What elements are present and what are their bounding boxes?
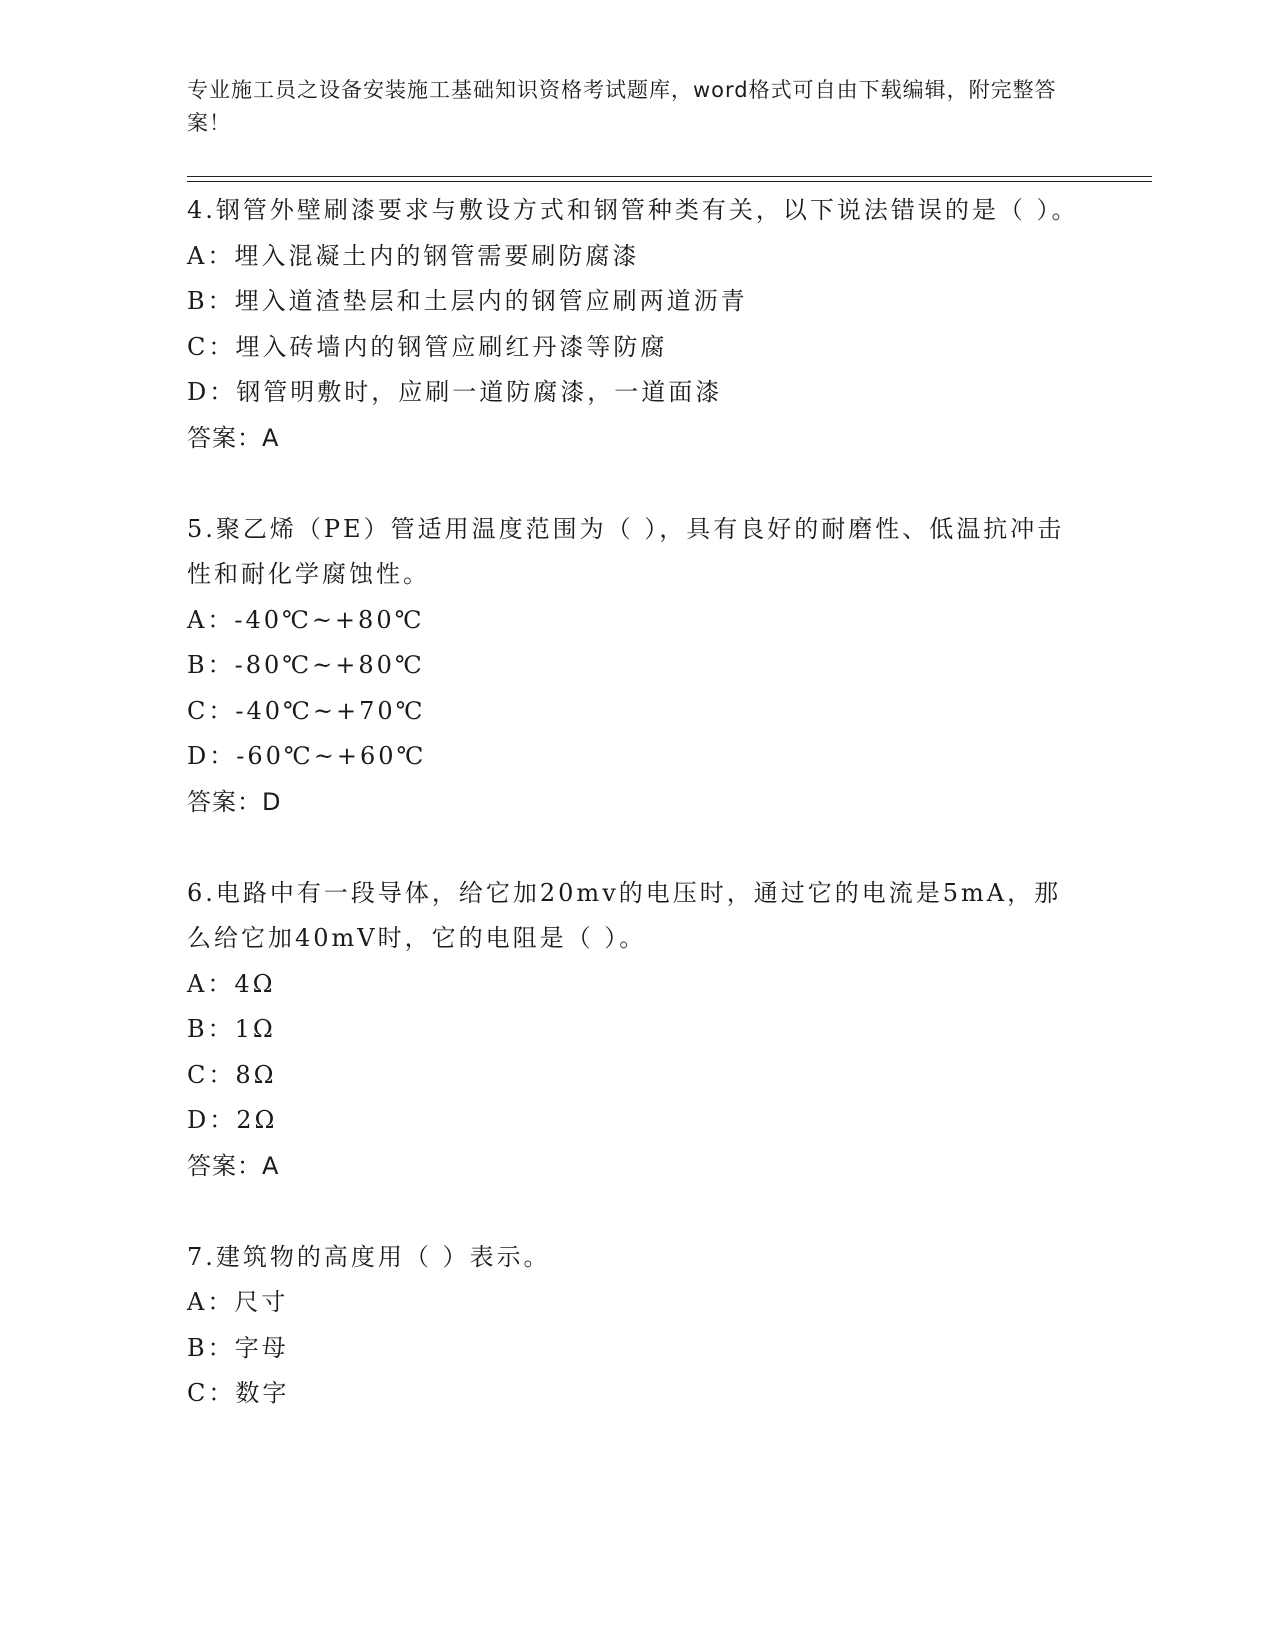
question-7	[187, 1235, 1087, 1417]
option-a: A：尺寸	[187, 1288, 289, 1316]
option-a: A：-40℃~+80℃	[187, 605, 425, 634]
question-6	[187, 871, 1087, 1190]
option-c: C：埋入砖墙内的钢管应刷红丹漆等防腐	[187, 332, 668, 361]
option-c: C：数字	[187, 1379, 290, 1407]
question-stem: 6.电路中有一段导体，给它加20mv的电压时，通过它的电流是5mA，那么给它加40mV时，它的电阻是（ ）。	[187, 878, 1062, 952]
question-stem: 7.建筑物的高度用（ ）表示。	[187, 1242, 551, 1271]
question-5	[187, 507, 1087, 826]
option-b: B：埋入道渣垫层和土层内的钢管应刷两道沥青	[187, 287, 748, 315]
spacer	[187, 1189, 1087, 1235]
answer: 答案：D	[187, 787, 282, 816]
option-c: C：-40℃~+70℃	[187, 696, 426, 725]
answer: 答案：A	[187, 1151, 280, 1180]
header-divider-top	[187, 176, 1152, 177]
option-b: B：字母	[187, 1333, 289, 1362]
header-divider-bottom	[187, 181, 1152, 182]
question-stem: 5.聚乙烯（PE）管适用温度范围为（ ），具有良好的耐磨性、低温抗冲击性和耐化学腐蚀性。	[187, 514, 1065, 588]
answer: 答案：A	[187, 423, 280, 452]
option-d: D：-60℃~+60℃	[187, 742, 427, 770]
question-4	[187, 188, 1087, 461]
page-header: 专业施工员之设备安装施工基础知识资格考试题库，word格式可自由下载编辑，附完整答案！	[187, 78, 1057, 135]
question-stem: 4.钢管外壁刷漆要求与敷设方式和钢管种类有关，以下说法错误的是（ ）。	[187, 196, 1079, 224]
option-b: B：1Ω	[187, 1015, 276, 1043]
option-a: A：4Ω	[187, 969, 276, 998]
spacer	[187, 461, 1087, 507]
spacer	[187, 825, 1087, 871]
option-d: D：2Ω	[187, 1106, 278, 1134]
option-b: B：-80℃~+80℃	[187, 651, 425, 679]
option-c: C：8Ω	[187, 1060, 277, 1089]
question-list	[187, 188, 1087, 1417]
option-d: D：钢管明敷时，应刷一道防腐漆，一道面漆	[187, 378, 723, 406]
option-a: A：埋入混凝土内的钢管需要刷防腐漆	[187, 241, 640, 270]
